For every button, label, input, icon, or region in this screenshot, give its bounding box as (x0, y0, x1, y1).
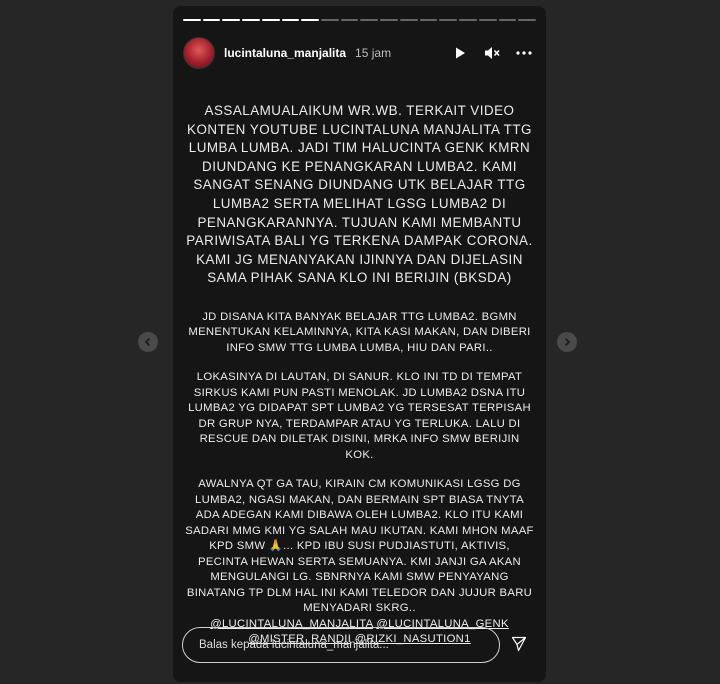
story-viewer (173, 6, 546, 682)
username[interactable]: lucintaluna_manjalita (224, 46, 347, 60)
progress-segment (479, 19, 497, 21)
progress-segment (518, 19, 536, 21)
mention-link[interactable]: @RIZKI_NASUTION1 (354, 633, 471, 646)
progress-segment (459, 19, 477, 21)
avatar[interactable] (183, 37, 215, 69)
progress-segment (360, 19, 378, 21)
story-paragraph-4: AWALNYA QT GA TAU, KIRAIN CM KOMUNIKASI LGSG DG LUMBA2, NGASI MAKAN, DAN BERMAIN SPT BIASA TNYTA ADA ADEGAN KAMI DIBAWA OLEH LUMBA2. KLO ITU KAMI SADARI MMG KMI YG SALAH MAU IKUTAN. KAMI MHON MAAF KPD SMW 🙏... KPD IBU SUSI PUDJIASTUTI, AKTIVIS, PECINTA HEWAN SERTA SEMUANYA. KMI JANJI GA AKAN MENGULANGI LG. SBNRNYA KAMI SMW PENYAYANG BINATANG TP DLM HAL INI KAMI TELEDOR DAN JUJUR BARU MENYADARI SKRG.. (185, 478, 534, 615)
story-text (185, 102, 534, 648)
progress-segment (222, 19, 240, 21)
progress-segment (341, 19, 359, 21)
play-icon[interactable] (448, 41, 472, 65)
progress-segment (301, 19, 319, 21)
reply-input[interactable] (182, 627, 500, 663)
story-paragraph-1: ASSALAMUALAIKUM WR.WB. TERKAIT VIDEO KONTEN YOUTUBE LUCINTALUNA MANJALITA TTG LUMBA LUMBA. JADI TIM HALUCINTA GENK KMRN DIUNDANG KE PENANGKARAN LUMBA2. KAMI SANGAT SENANG DIUNDANG UTK BELAJAR TTG LUMBA2 SERTA MELIHAT LGSG LUMBA2 DI PENANGKARANNYA. TUJUAN KAMI MEMBANTU PARIWISATA BALI YG TERKENA DAMPAK CORONA. KAMI JG MENANYAKAN IJINNYA DAN DIJELASIN SAMA PIHAK SANA KLO INI BERIJIN (BKSDA) (186, 103, 533, 286)
mention-link[interactable]: @MISTER_RANDII (248, 633, 352, 646)
progress-segment (203, 19, 221, 21)
send-icon[interactable] (507, 632, 531, 656)
speaker-muted-icon[interactable] (480, 41, 504, 65)
prev-story-button[interactable] (138, 332, 158, 352)
mention-link[interactable]: @LUCINTALUNA_MANJALITA (210, 617, 373, 630)
progress-segment (499, 19, 517, 21)
story-header (183, 36, 536, 70)
more-dots-icon[interactable] (512, 41, 536, 65)
progress-segment (420, 19, 438, 21)
progress-segment (262, 19, 280, 21)
progress-segment (321, 19, 339, 21)
post-time: 15 jam (355, 46, 392, 60)
story-paragraph-3: LOKASINYA DI LAUTAN, DI SANUR. KLO INI TD DI TEMPAT SIRKUS KAMI PUN PASTI MENOLAK. JD LUMBA2 DSNA ITU LUMBA2 YG DIDAPAT SPT LUMBA2 YG TERSESAT TERPISAH DR GRUP NYA, TERDAMPAR ATAU YG TERLUKA. LALU DI RESCUE DAN DILETAK DISINI, MRKA INFO SMW BERIJIN KOK. (188, 371, 531, 461)
next-story-button[interactable] (557, 332, 577, 352)
progress-segment (282, 19, 300, 21)
progress-segment (400, 19, 418, 21)
chevron-left-icon (143, 337, 153, 347)
progress-segment (439, 19, 457, 21)
progress-segment (183, 19, 201, 21)
progress-segment (380, 19, 398, 21)
chevron-right-icon (562, 337, 572, 347)
story-progress-bar (183, 19, 536, 21)
progress-segment (242, 19, 260, 21)
story-paragraph-2: JD DISANA KITA BANYAK BELAJAR TTG LUMBA2. BGMN MENENTUKAN KELAMINNYA, KITA KASI MAKAN, DAN DIBERI INFO SMW TTG LUMBA LUMBA, HIU DAN PARI.. (188, 310, 531, 354)
mention-link[interactable]: @LUCINTALUNA_GENK (376, 617, 509, 630)
